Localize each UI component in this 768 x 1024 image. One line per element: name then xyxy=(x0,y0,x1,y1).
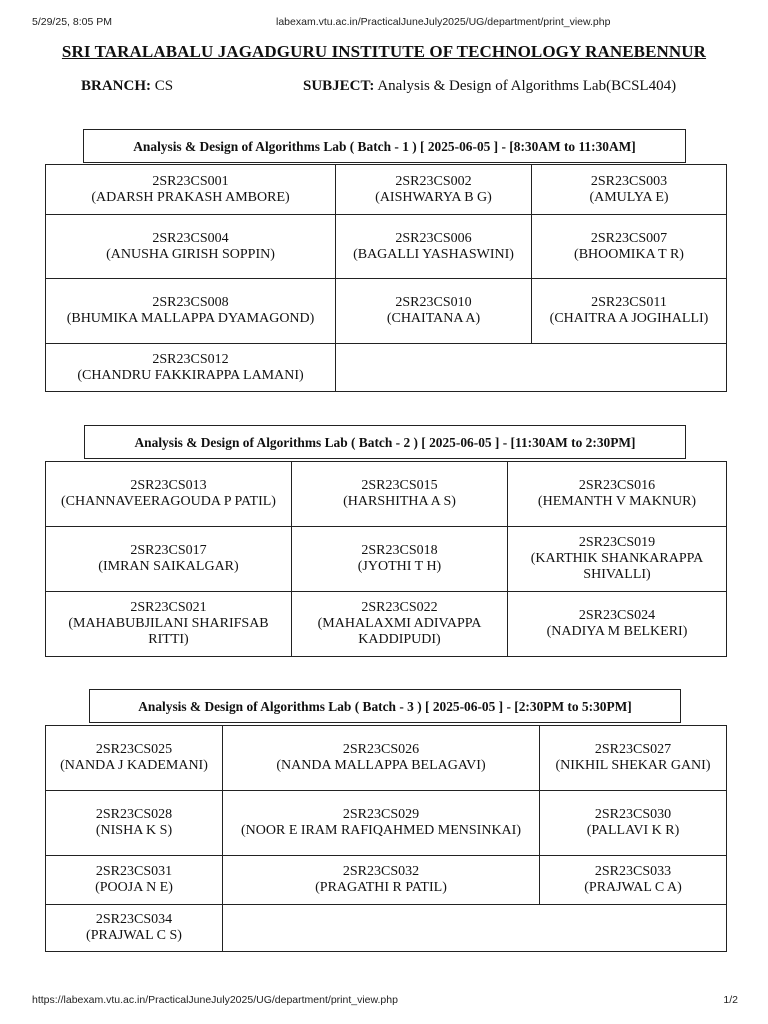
student-id: 2SR23CS034 xyxy=(95,912,173,927)
student-name: (HEMANTH V MAKNUR) xyxy=(537,494,697,509)
student-id: 2SR23CS030 xyxy=(594,807,672,822)
student-id: 2SR23CS022 xyxy=(361,600,438,615)
student-name: (MAHALAXMI ADIVAPPA KADDIPUDI) xyxy=(317,616,482,647)
print-header xyxy=(0,12,768,28)
student-id: 2SR23CS001 xyxy=(152,173,229,189)
student-cell xyxy=(46,726,223,791)
student-name: (AISHWARYA B G) xyxy=(375,189,492,205)
student-id: 2SR23CS033 xyxy=(594,864,672,879)
student-id: 2SR23CS026 xyxy=(342,742,420,757)
subject-value: Analysis & Design of Algorithms Lab(BCSL404) xyxy=(377,78,677,94)
student-cell xyxy=(336,215,532,279)
student-name: (PRAJWAL C S) xyxy=(86,928,182,943)
student-name: (BHUMIKA MALLAPPA DYAMAGOND) xyxy=(66,311,315,326)
empty-cell xyxy=(336,344,727,392)
table-row xyxy=(46,592,727,657)
student-id: 2SR23CS004 xyxy=(152,230,229,246)
student-name: (HARSHITHA A S) xyxy=(343,494,456,509)
print-url: labexam.vtu.ac.in/PracticalJuneJuly2025/UG/department/print_view.php xyxy=(276,16,611,28)
table-row xyxy=(46,344,727,392)
student-id: 2SR23CS031 xyxy=(95,864,173,879)
student-id: 2SR23CS003 xyxy=(590,173,668,189)
student-id: 2SR23CS011 xyxy=(591,295,667,310)
student-cell xyxy=(292,462,508,527)
student-cell xyxy=(508,592,727,657)
student-cell xyxy=(223,791,540,856)
student-cell xyxy=(46,592,292,657)
table-row xyxy=(46,856,727,905)
student-cell xyxy=(336,279,532,344)
batch-1-table xyxy=(45,164,727,392)
student-cell xyxy=(508,527,727,592)
table-row xyxy=(46,165,727,215)
student-name: (CHANNAVEERAGOUDA P PATIL) xyxy=(61,494,276,509)
student-cell xyxy=(532,165,727,215)
student-name: (POOJA N E) xyxy=(95,880,173,895)
table-row xyxy=(46,726,727,791)
print-footer xyxy=(0,990,768,1006)
student-cell xyxy=(46,905,223,952)
student-name: (CHAITRA A JOGIHALLI) xyxy=(549,311,709,326)
student-name: (PRAJWAL C A) xyxy=(584,880,682,895)
student-cell xyxy=(223,856,540,905)
student-cell xyxy=(46,856,223,905)
subject-line xyxy=(303,78,676,95)
student-cell xyxy=(292,592,508,657)
student-name: (NANDA J KADEMANI) xyxy=(60,758,208,773)
table-row xyxy=(46,215,727,279)
student-cell xyxy=(508,462,727,527)
student-id: 2SR23CS008 xyxy=(152,295,229,310)
student-id: 2SR23CS002 xyxy=(395,173,472,189)
student-name: (MAHABUBJILANI SHARIFSAB RITTI) xyxy=(68,616,269,647)
student-cell xyxy=(540,856,727,905)
student-name: (NADIYA M BELKERI) xyxy=(546,624,688,639)
table-row xyxy=(46,905,727,952)
student-cell xyxy=(46,527,292,592)
student-id: 2SR23CS019 xyxy=(578,535,656,550)
student-id: 2SR23CS012 xyxy=(152,351,229,367)
student-id: 2SR23CS010 xyxy=(395,295,472,310)
student-name: (ANUSHA GIRISH SOPPIN) xyxy=(106,246,275,262)
student-name: (PALLAVI K R) xyxy=(586,823,680,838)
student-name: (KARTHIK SHANKARAPPA SHIVALLI) xyxy=(530,551,704,582)
student-id: 2SR23CS016 xyxy=(578,478,656,493)
student-name: (CHANDRU FAKKIRAPPA LAMANI) xyxy=(77,367,304,383)
batch-2-table xyxy=(45,461,727,657)
student-name: (NISHA K S) xyxy=(95,823,173,838)
student-id: 2SR23CS017 xyxy=(130,543,207,558)
student-cell xyxy=(223,726,540,791)
student-name: (CHAITANA A) xyxy=(386,311,481,326)
student-id: 2SR23CS007 xyxy=(590,230,668,246)
student-id: 2SR23CS021 xyxy=(130,600,207,615)
student-id: 2SR23CS027 xyxy=(594,742,672,757)
student-name: (AMULYA E) xyxy=(589,189,669,205)
student-name: (PRAGATHI R PATIL) xyxy=(315,880,447,895)
student-cell xyxy=(46,344,336,392)
student-cell xyxy=(540,726,727,791)
student-name: (ADARSH PRAKASH AMBORE) xyxy=(91,189,290,205)
student-id: 2SR23CS024 xyxy=(578,608,656,623)
table-row xyxy=(46,791,727,856)
batch-3-heading: Analysis & Design of Algorithms Lab ( Batch - 3 ) [ 2025-06-05 ] - [2:30PM to 5:30PM] xyxy=(89,689,681,723)
page-number: 1/2 xyxy=(723,994,738,1006)
batch-2-heading: Analysis & Design of Algorithms Lab ( Batch - 2 ) [ 2025-06-05 ] - [11:30AM to 2:30PM] xyxy=(84,425,686,459)
student-id: 2SR23CS015 xyxy=(361,478,438,493)
student-name: (JYOTHI T H) xyxy=(357,559,442,574)
student-cell xyxy=(532,279,727,344)
empty-cell xyxy=(223,905,727,952)
student-id: 2SR23CS032 xyxy=(342,864,420,879)
student-cell xyxy=(46,279,336,344)
student-id: 2SR23CS018 xyxy=(361,543,438,558)
student-id: 2SR23CS013 xyxy=(130,478,207,493)
student-name: (BHOOMIKA T R) xyxy=(574,246,684,262)
student-name: (NOOR E IRAM RAFIQAHMED MENSINKAI) xyxy=(241,823,521,838)
student-id: 2SR23CS028 xyxy=(95,807,173,822)
student-name: (NANDA MALLAPPA BELAGAVI) xyxy=(276,758,486,773)
table-row xyxy=(46,527,727,592)
student-name: (BAGALLI YASHASWINI) xyxy=(353,246,514,262)
student-name: (NIKHIL SHEKAR GANI) xyxy=(555,758,711,773)
batch-3-table xyxy=(45,725,727,952)
footer-url: https://labexam.vtu.ac.in/PracticalJuneJuly2025/UG/department/print_view.php xyxy=(32,994,398,1006)
branch-value: CS xyxy=(154,78,174,94)
student-cell xyxy=(540,791,727,856)
student-cell xyxy=(336,165,532,215)
table-row xyxy=(46,279,727,344)
table-row xyxy=(46,462,727,527)
student-cell xyxy=(46,215,336,279)
branch-line xyxy=(81,78,173,95)
branch-label: BRANCH: xyxy=(81,78,151,94)
student-id: 2SR23CS006 xyxy=(395,230,472,246)
student-name: (IMRAN SAIKALGAR) xyxy=(98,559,239,574)
student-cell xyxy=(46,791,223,856)
batch-1-heading: Analysis & Design of Algorithms Lab ( Batch - 1 ) [ 2025-06-05 ] - [8:30AM to 11:30AM] xyxy=(83,129,686,163)
student-id: 2SR23CS025 xyxy=(95,742,173,757)
student-cell xyxy=(292,527,508,592)
student-cell xyxy=(532,215,727,279)
print-datetime: 5/29/25, 8:05 PM xyxy=(32,16,112,28)
subject-label: SUBJECT: xyxy=(303,78,375,94)
student-cell xyxy=(46,462,292,527)
student-cell xyxy=(46,165,336,215)
student-id: 2SR23CS029 xyxy=(342,807,420,822)
institute-title: SRI TARALABALU JAGADGURU INSTITUTE OF TECHNOLOGY RANEBENNUR xyxy=(61,42,707,61)
